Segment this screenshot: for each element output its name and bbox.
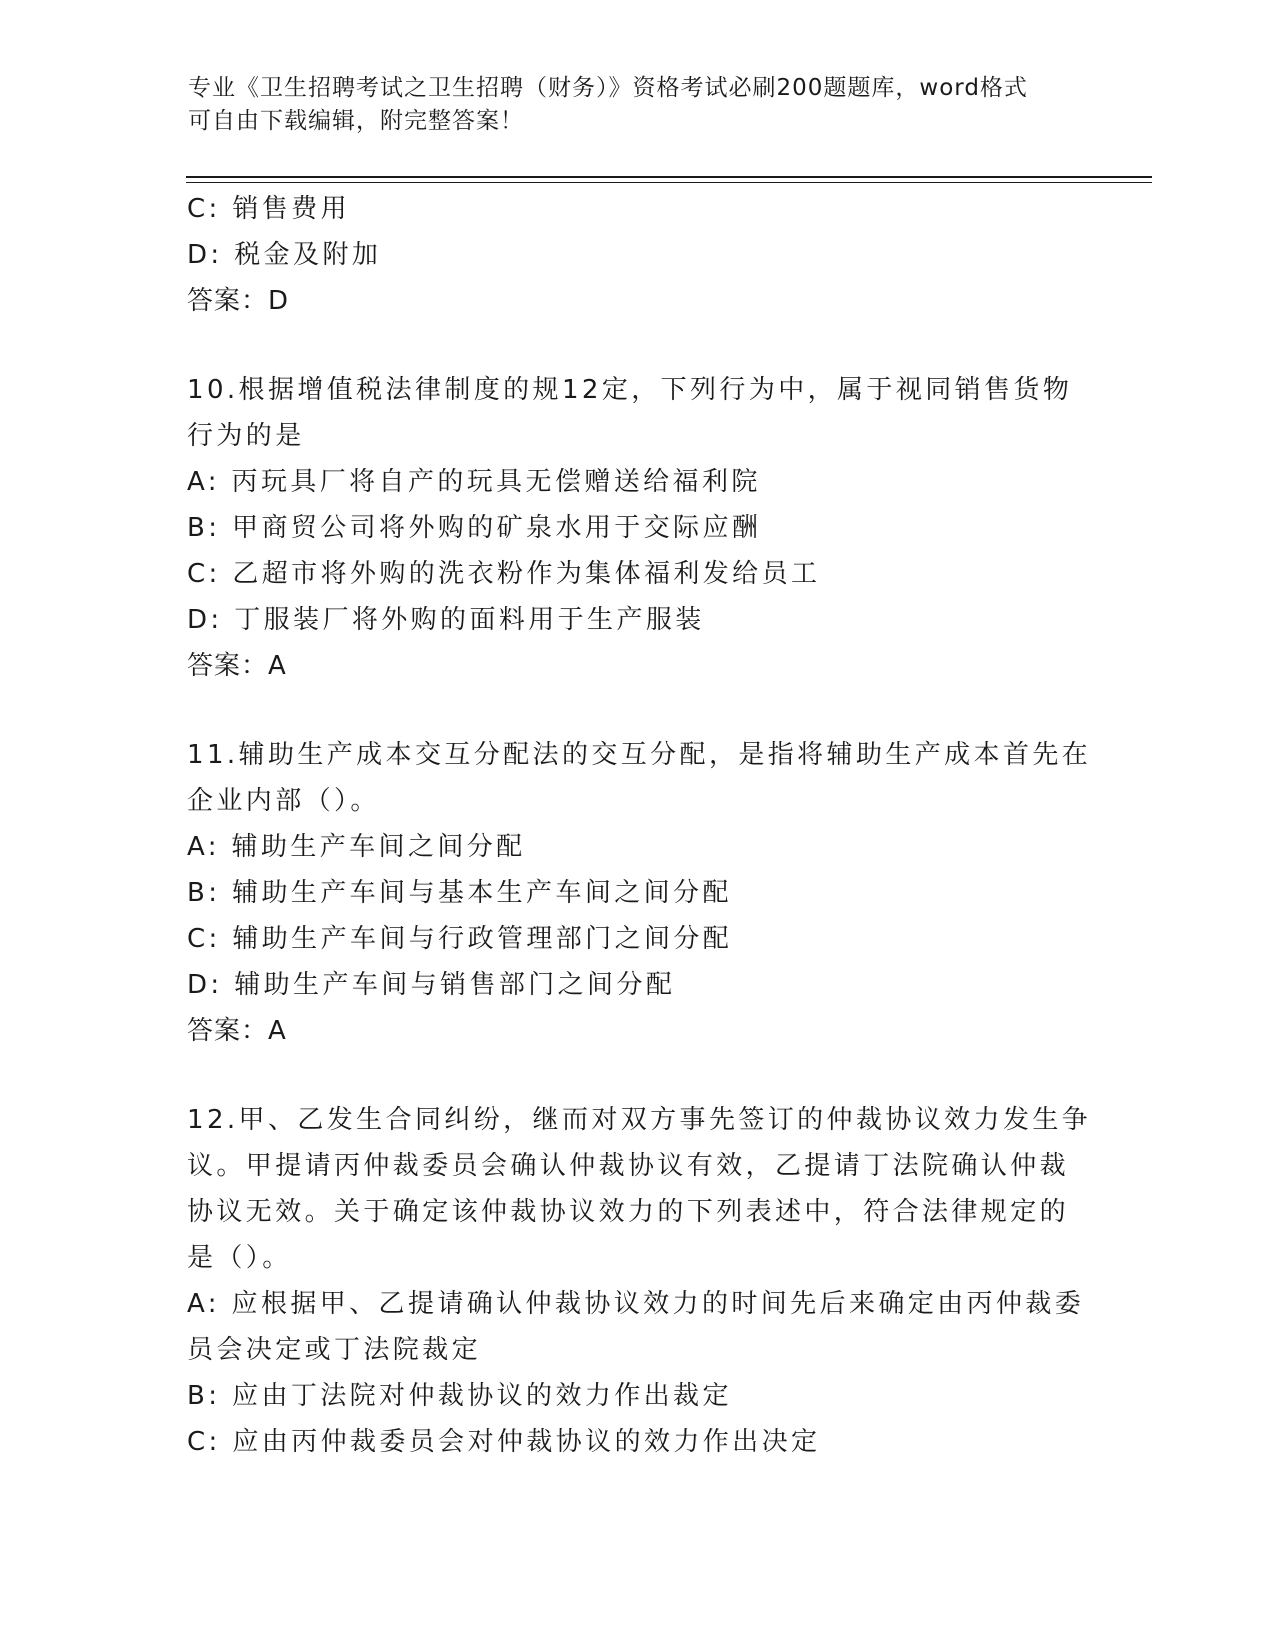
- option-d: D: 丁服装厂将外购的面料用于生产服装: [187, 605, 705, 635]
- option-b: B: 应由丁法院对仲裁协议的效力作出裁定: [187, 1381, 732, 1411]
- header-line-1: 专业《卫生招聘考试之卫生招聘（财务）》资格考试必刷200题题库，word格式: [188, 75, 1028, 101]
- question-11: [187, 732, 1092, 1054]
- header-divider-thin: [186, 182, 1152, 183]
- option-c: C: 应由丙仲裁委员会对仲裁协议的效力作出决定: [187, 1427, 821, 1457]
- option-c: C: 辅助生产车间与行政管理部门之间分配: [187, 924, 733, 954]
- option-d: D: 辅助生产车间与销售部门之间分配: [187, 970, 676, 1000]
- option-a: A: 辅助生产车间之间分配: [187, 832, 526, 862]
- question-text-line: 是（）。: [187, 1243, 292, 1273]
- answer-line: 答案：A: [187, 1016, 287, 1046]
- question-text-line: 企业内部（）。: [187, 786, 380, 816]
- header-line-2: 可自由下载编辑，附完整答案！: [188, 108, 524, 134]
- header-divider-thick: [186, 176, 1152, 178]
- question-text-line: 协议无效。关于确定该仲裁协议效力的下列表述中，符合法律规定的: [187, 1197, 1070, 1227]
- document-header: [188, 72, 1088, 138]
- prev-question-block: [187, 186, 1067, 324]
- question-text-line: 12.甲、乙发生合同纠纷，继而对双方事先签订的仲裁协议效力发生争: [187, 1105, 1092, 1135]
- option-c: C: 乙超市将外购的洗衣粉作为集体福利发给员工: [187, 559, 821, 589]
- question-text-line: 10.根据增值税法律制度的规12定，下列行为中，属于视同销售货物: [187, 375, 1073, 405]
- question-text-line: 议。甲提请丙仲裁委员会确认仲裁协议有效，乙提请丁法院确认仲裁: [187, 1151, 1070, 1181]
- option-a: A: 应根据甲、乙提请确认仲裁协议效力的时间先后来确定由丙仲裁委: [187, 1289, 1085, 1319]
- question-12: [187, 1097, 1092, 1465]
- question-content: [187, 186, 1092, 1465]
- answer-line: 答案：A: [187, 651, 287, 681]
- spacer: [187, 1054, 1067, 1097]
- option-a-continued: 员会决定或丁法院裁定: [187, 1335, 482, 1365]
- spacer: [187, 324, 1067, 367]
- spacer: [187, 689, 1067, 732]
- option-b: B: 辅助生产车间与基本生产车间之间分配: [187, 878, 732, 908]
- option-a: A: 丙玩具厂将自产的玩具无偿赠送给福利院: [187, 467, 761, 497]
- question-10: [187, 367, 1073, 689]
- option-c: C: 销售费用: [187, 194, 350, 224]
- answer-line: 答案：D: [187, 286, 290, 316]
- option-d: D: 税金及附加: [187, 240, 382, 270]
- question-text-line: 11.辅助生产成本交互分配法的交互分配，是指将辅助生产成本首先在: [187, 740, 1092, 770]
- option-b: B: 甲商贸公司将外购的矿泉水用于交际应酬: [187, 513, 762, 543]
- question-text-line: 行为的是: [187, 421, 305, 451]
